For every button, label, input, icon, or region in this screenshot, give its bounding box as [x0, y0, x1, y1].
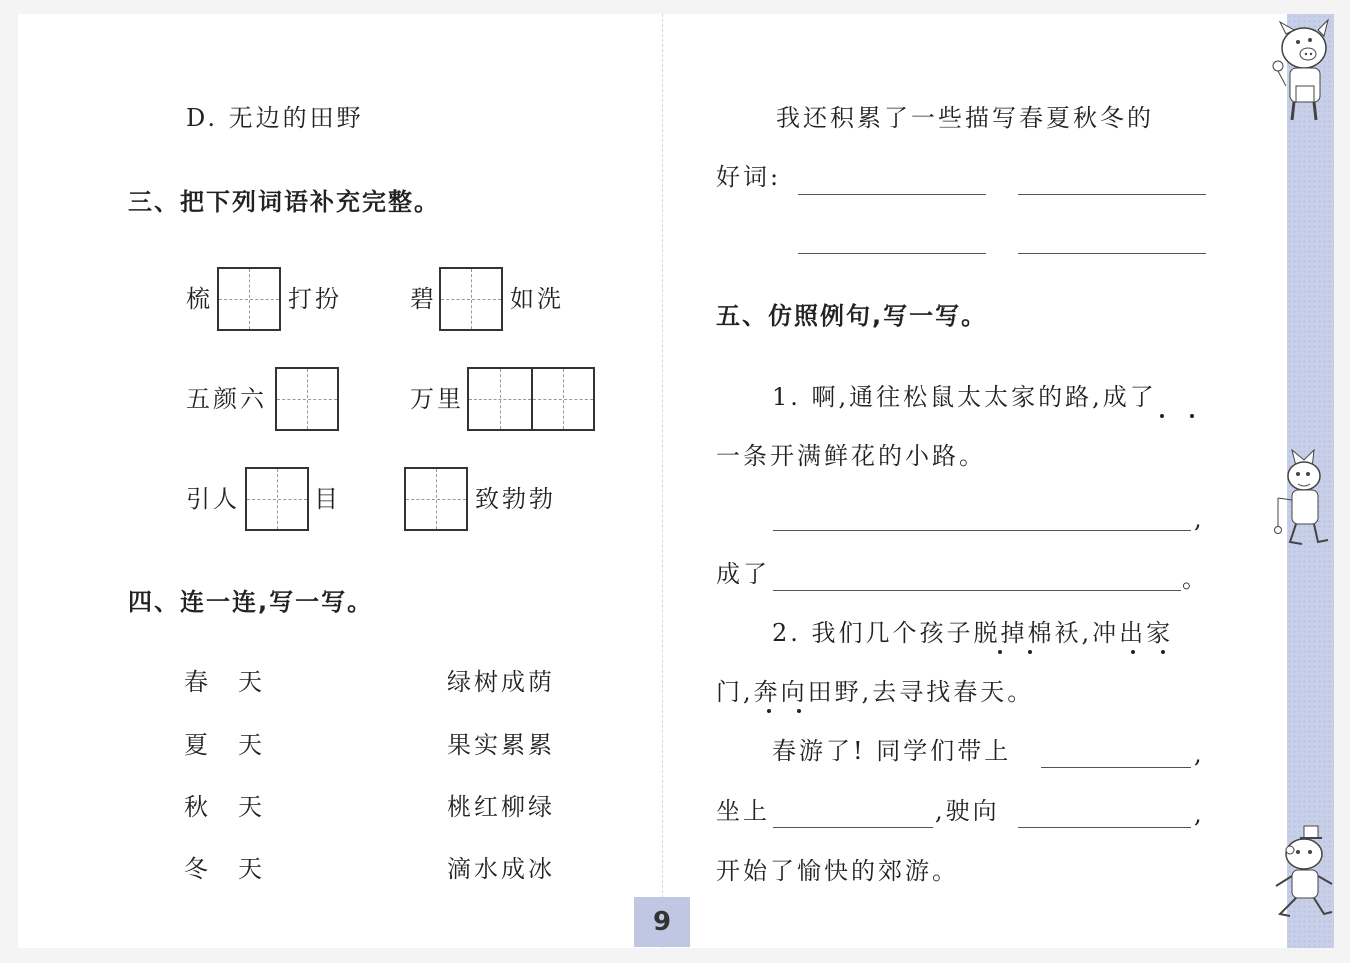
example2-fill-line2b: ,驶向 [935, 797, 1000, 825]
example2-line2: 门,奔向田野,去寻找春天。 [716, 678, 1035, 706]
option-d: D. 无边的田野 [186, 104, 364, 132]
emphasis-dot [1161, 650, 1165, 654]
pig-mascot-icon [1266, 16, 1336, 128]
intro-line: 我还积累了一些描写春夏秋冬的 [776, 104, 1154, 132]
page-number: 9 [634, 897, 690, 947]
idiom-3-blank[interactable] [275, 367, 339, 431]
idiom-2-blank[interactable] [439, 267, 503, 331]
idiom-2-before: 碧 [410, 285, 437, 313]
example1-period: 。 [1182, 565, 1209, 593]
example1-line2: 一条开满鲜花的小路。 [716, 442, 986, 470]
idiom-4-before: 万里 [410, 385, 464, 413]
emphasis-dot [767, 709, 771, 713]
emphasis-dot [1160, 414, 1164, 418]
example1-blank-2[interactable] [773, 590, 1181, 591]
phrase-3[interactable]: 桃红柳绿 [447, 793, 555, 821]
season-spring[interactable]: 春 天 [184, 668, 265, 696]
idiom-1-after: 打扮 [288, 285, 342, 313]
example1-blank-1[interactable] [773, 530, 1191, 531]
cat-hat-mascot-icon [1270, 824, 1336, 920]
good-words-label: 好词: [716, 163, 782, 191]
emphasis-dot [1190, 414, 1194, 418]
example2-blank-1[interactable] [1041, 767, 1191, 768]
example2-line1: 2. 我们几个孩子脱掉棉袄,冲出家 [772, 619, 1174, 647]
example2-fill-line2a: 坐上 [716, 797, 770, 825]
emphasis-dot [1131, 650, 1135, 654]
phrase-4[interactable]: 滴水成冰 [447, 855, 555, 883]
idiom-3-before: 五颜六 [186, 385, 267, 413]
example2-fill-line1: 春游了! 同学们带上 [772, 737, 1012, 765]
idiom-2-after: 如洗 [510, 285, 564, 313]
page-fold [662, 14, 663, 948]
emphasis-dot [998, 650, 1002, 654]
section3-heading: 三、把下列词语补充完整。 [128, 188, 440, 216]
example2-blank-2[interactable] [773, 827, 933, 828]
emphasis-dot [797, 709, 801, 713]
section5-heading: 五、仿照例句,写一写。 [716, 302, 988, 330]
section4-heading: 四、连一连,写一写。 [128, 588, 374, 616]
phrase-1[interactable]: 绿树成荫 [447, 668, 555, 696]
idiom-5-after: 目 [314, 485, 341, 513]
good-words-blank-2[interactable] [1018, 194, 1206, 195]
idiom-1-blank[interactable] [217, 267, 281, 331]
emphasis-dot [1028, 650, 1032, 654]
season-summer[interactable]: 夏 天 [184, 731, 265, 759]
idiom-6-blank[interactable] [404, 467, 468, 531]
example2-comma-1: , [1194, 740, 1205, 768]
example1-line1: 1. 啊,通往松鼠太太家的路,成了 [772, 383, 1157, 411]
good-words-blank-4[interactable] [1018, 253, 1206, 254]
idiom-4-blank[interactable] [467, 367, 595, 431]
example1-comma: , [1194, 505, 1205, 533]
wolf-yoyo-mascot-icon [1270, 446, 1336, 550]
idiom-6-after: 致勃勃 [475, 485, 556, 513]
example2-comma-2: , [1194, 800, 1205, 828]
idiom-5-before: 引人 [186, 485, 240, 513]
season-autumn[interactable]: 秋 天 [184, 793, 265, 821]
example2-fill-line3: 开始了愉快的郊游。 [716, 857, 959, 885]
idiom-5-blank[interactable] [245, 467, 309, 531]
season-winter[interactable]: 冬 天 [184, 855, 265, 883]
example2-blank-3[interactable] [1018, 827, 1191, 828]
good-words-blank-3[interactable] [798, 253, 986, 254]
example1-label: 成了 [716, 560, 770, 588]
phrase-2[interactable]: 果实累累 [447, 731, 555, 759]
idiom-1-before: 梳 [186, 285, 213, 313]
good-words-blank-1[interactable] [798, 194, 986, 195]
